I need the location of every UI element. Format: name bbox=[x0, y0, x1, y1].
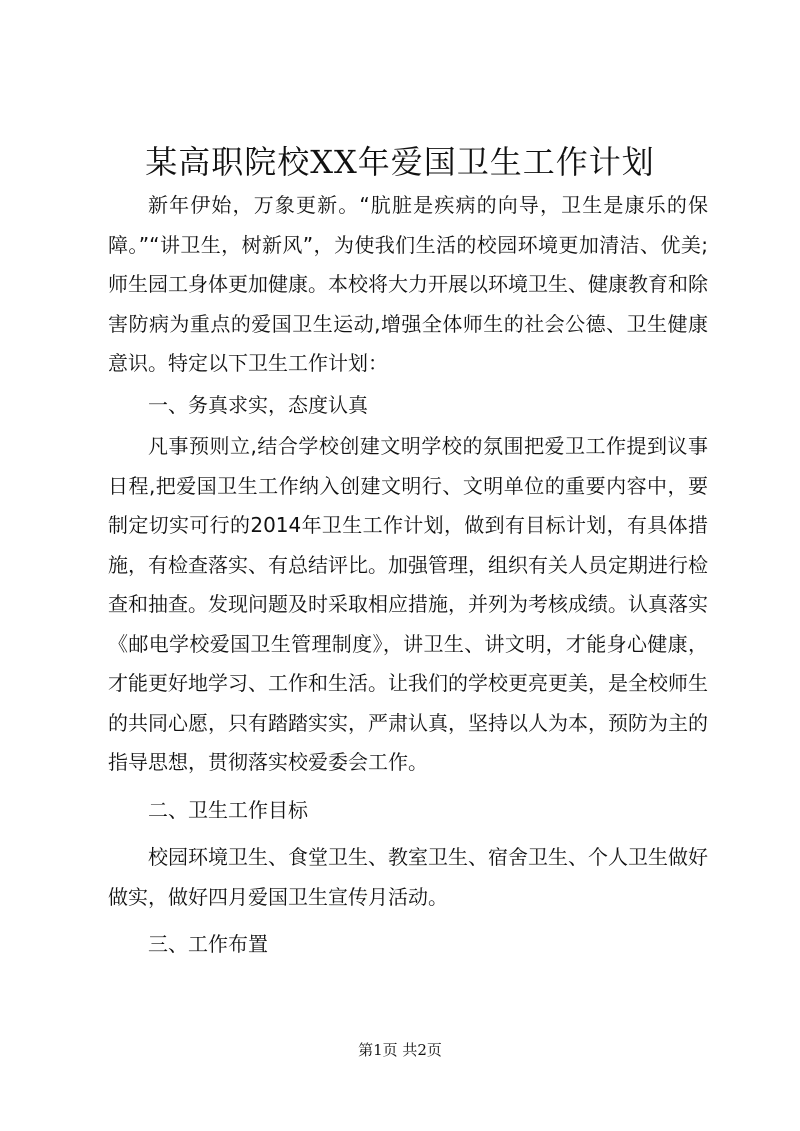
section-1-paragraph: 凡事预则立,结合学校创建文明学校的氛围把爱卫工作提到议事日程,把爱国卫生工作纳入创建文明行、文明单位的重要内容中，要制定切实可行的2014年卫生工作计划，做到有目标计划，有具体措施，有检查落实、有总结评比。加强管理，组织有关人员定期进行检查和抽查。发现问题及时采取相应措施，并列为考核成绩。认真落实《邮电学校爱国卫生管理制度》，讲卫生、讲文明，才能身心健康，才能更好地学习、工作和生活。让我们的学校更亮更美，是全校师生的共同心愿，只有踏踏实实，严肃认真，坚持以人为本，预防为主的指导思想，贯彻落实校爱委会工作。 bbox=[108, 434, 708, 774]
section-2-paragraph: 校园环境卫生、食堂卫生、教室卫生、宿舍卫生、个人卫生做好做实，做好四月爱国卫生宣传月活动。 bbox=[108, 845, 708, 909]
section-heading-2: 二、卫生工作目标 bbox=[148, 797, 308, 822]
section-heading-3: 三、工作布置 bbox=[148, 932, 268, 956]
section-heading-1: 一、务真求实，态度认真 bbox=[148, 392, 368, 417]
page-number-footer: 第1页 共2页 bbox=[358, 1041, 442, 1059]
intro-paragraph: 新年伊始，万象更新。“肮脏是疾病的向导，卫生是康乐的保障。”“讲卫生，树新风”，为使我们生活的校园环境更加清洁、优美;师生园工身体更加健康。本校将大力开展以环境卫生、健康教育和除害防病为重点的爱国卫生运动,增强全体师生的社会公德、卫生健康意识。特定以下卫生工作计划： bbox=[108, 193, 708, 375]
document-title: 某高职院校XX年爱国卫生工作计划 bbox=[145, 143, 655, 181]
document-body bbox=[108, 186, 708, 965]
